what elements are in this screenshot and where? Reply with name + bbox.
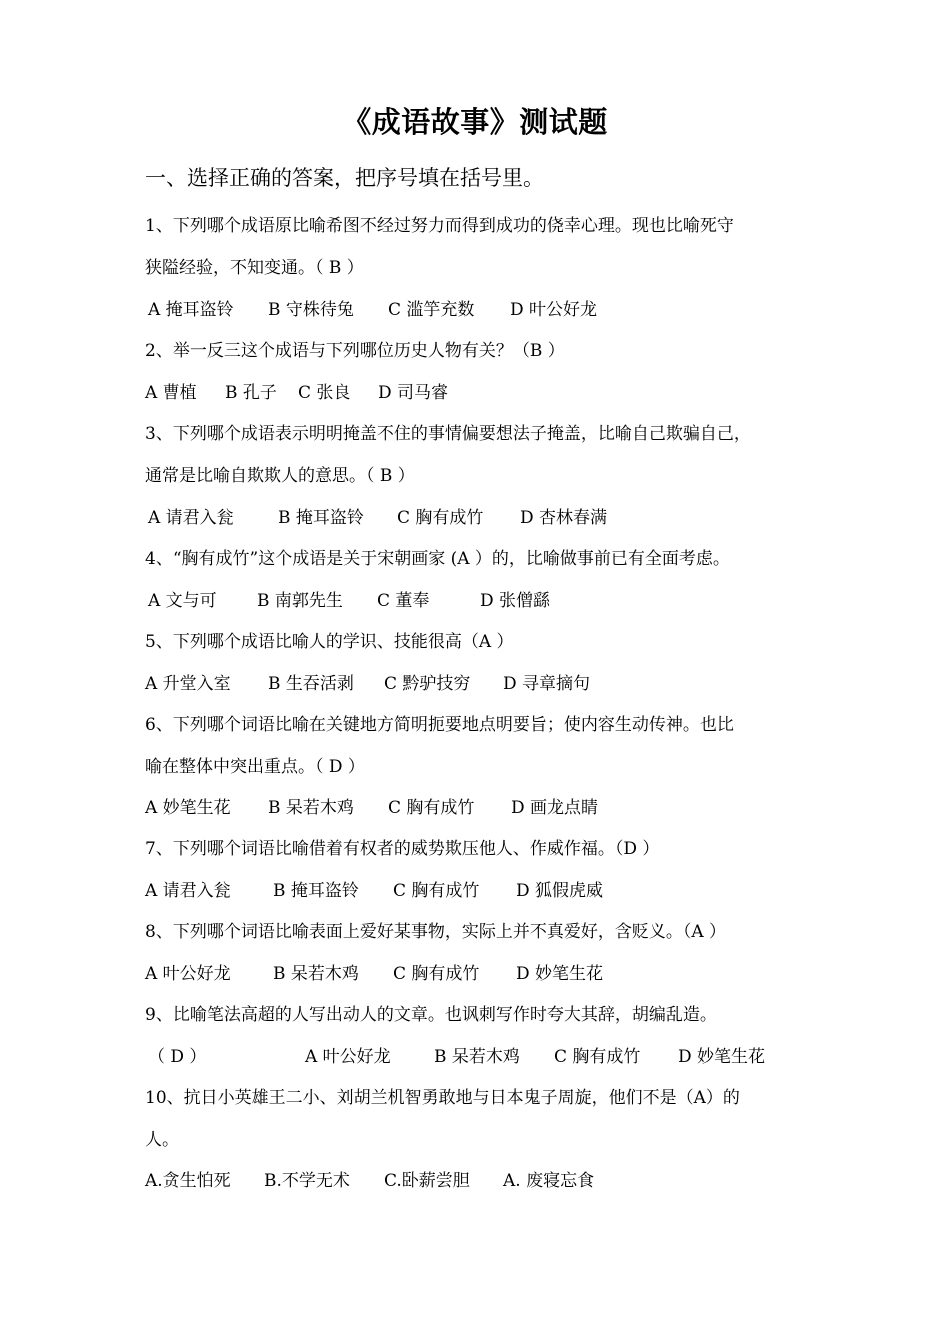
question-9-option-a: A 叶公好龙	[305, 1047, 391, 1067]
question-5-option-c: C 黔驴技穷	[384, 674, 471, 694]
question-9-line-1: 9、比喻笔法高超的人写出动人的文章。也讽刺写作时夸大其辞，胡编乱造。	[145, 1005, 717, 1025]
question-10-option-d: A. 废寝忘食	[503, 1171, 595, 1191]
question-8-option-b: B 呆若木鸡	[273, 964, 359, 984]
question-7-option-a: A 请君入瓮	[145, 881, 231, 901]
question-7-option-d: D 狐假虎威	[516, 881, 604, 901]
question-3-option-b: B 掩耳盗铃	[278, 508, 364, 528]
section-heading: 一、选择正确的答案，把序号填在括号里。	[145, 166, 544, 190]
question-4-option-a: A 文与可	[148, 591, 217, 611]
question-6-line-2: 喻在整体中突出重点。（ D ）	[145, 757, 365, 777]
question-10-option-b: B.不学无术	[264, 1171, 350, 1191]
question-8-option-a: A 叶公好龙	[145, 964, 231, 984]
question-5-option-a: A 升堂入室	[145, 674, 231, 694]
question-10-line-2: 人。	[145, 1130, 179, 1150]
question-1-option-a: A 掩耳盗铃	[148, 300, 234, 320]
question-2-option-a: A 曹植	[145, 383, 197, 403]
question-10-line-1: 10、抗日小英雄王二小、刘胡兰机智勇敢地与日本鬼子周旋，他们不是（A）的	[145, 1088, 740, 1108]
document-title: 《成语故事》测试题	[342, 105, 608, 139]
question-8-option-c: C 胸有成竹	[393, 964, 480, 984]
question-2-option-b: B 孔子	[225, 383, 277, 403]
question-7-option-c: C 胸有成竹	[393, 881, 480, 901]
question-1-option-b: B 守株待兔	[268, 300, 354, 320]
question-9-answer: （ D ）	[148, 1047, 207, 1067]
question-2-option-c: C 张良	[298, 383, 351, 403]
question-8-option-d: D 妙笔生花	[516, 964, 604, 984]
question-5-option-b: B 生吞活剥	[268, 674, 354, 694]
question-6-option-c: C 胸有成竹	[388, 798, 475, 818]
question-2-option-d: D 司马睿	[378, 383, 449, 403]
question-9-option-c: C 胸有成竹	[554, 1047, 641, 1067]
question-10-option-c: C.卧薪尝胆	[384, 1171, 470, 1191]
question-8-line-1: 8、下列哪个词语比喻表面上爱好某事物，实际上并不真爱好，含贬义。（A ）	[145, 922, 726, 942]
question-5-line-1: 5、下列哪个成语比喻人的学识、技能很高（A ）	[145, 632, 514, 652]
question-1-option-d: D 叶公好龙	[510, 300, 598, 320]
question-3-option-a: A 请君入瓮	[148, 508, 234, 528]
question-9-option-d: D 妙笔生花	[678, 1047, 766, 1067]
question-4-option-b: B 南郭先生	[257, 591, 343, 611]
question-1-option-c: C 滥竽充数	[388, 300, 475, 320]
question-3-option-d: D 杏林春满	[520, 508, 608, 528]
question-2-line-1: 2、举一反三这个成语与下列哪位历史人物有关？（B ）	[145, 341, 565, 361]
question-5-option-d: D 寻章摘句	[503, 674, 591, 694]
question-3-line-1: 3、下列哪个成语表示明明掩盖不住的事情偏要想法子掩盖，比喻自己欺骗自己，	[145, 424, 751, 444]
question-3-option-c: C 胸有成竹	[397, 508, 484, 528]
question-6-line-1: 6、下列哪个词语比喻在关键地方简明扼要地点明要旨；使内容生动传神。也比	[145, 715, 734, 735]
question-7-option-b: B 掩耳盗铃	[273, 881, 359, 901]
question-1-line-2: 狭隘经验，不知变通。（ B ）	[145, 258, 364, 278]
question-6-option-d: D 画龙点睛	[511, 798, 599, 818]
question-6-option-b: B 呆若木鸡	[268, 798, 354, 818]
question-7-line-1: 7、下列哪个词语比喻借着有权者的威势欺压他人、作威作福。（D ）	[145, 839, 660, 859]
question-4-option-c: C 董奉	[377, 591, 430, 611]
question-6-option-a: A 妙笔生花	[145, 798, 231, 818]
question-4-option-d: D 张僧繇	[480, 591, 551, 611]
question-4-line-1: 4、“胸有成竹”这个成语是关于宋朝画家 (A ）的，比喻做事前已有全面考虑。	[145, 549, 730, 569]
question-3-line-2: 通常是比喻自欺欺人的意思。（ B ）	[145, 466, 415, 486]
question-9-option-b: B 呆若木鸡	[434, 1047, 520, 1067]
question-10-option-a: A.贪生怕死	[145, 1171, 231, 1191]
question-1-line-1: 1、下列哪个成语原比喻希图不经过努力而得到成功的侥幸心理。现也比喻死守	[145, 216, 734, 236]
